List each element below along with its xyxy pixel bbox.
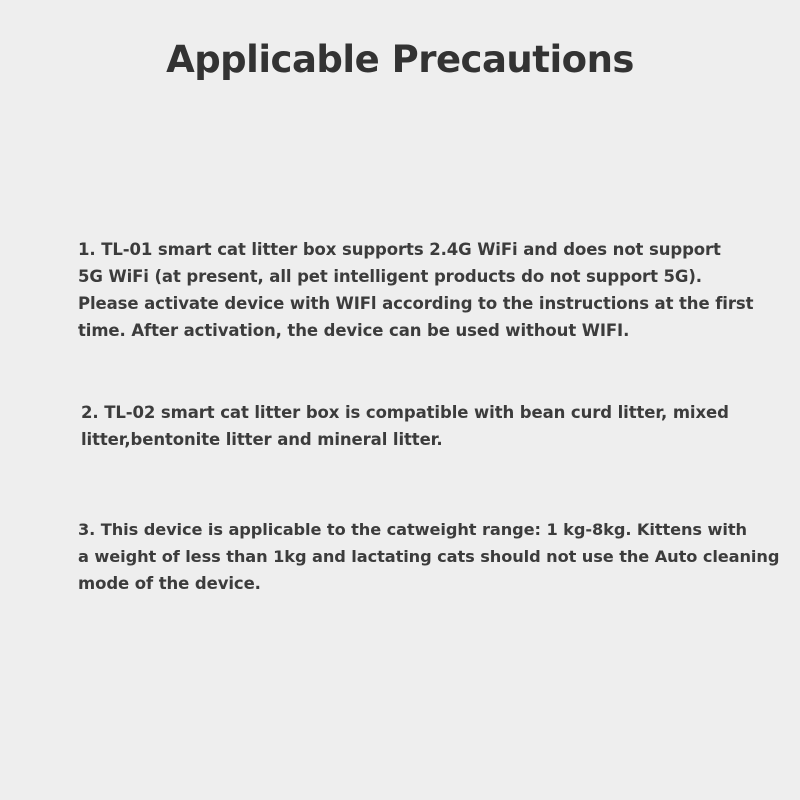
precaution-item-1 (78, 236, 753, 344)
precaution-line: litter,bentonite litter and mineral litter. (81, 430, 443, 449)
precaution-item-3 (78, 516, 779, 597)
page-title: Applicable Precautions (166, 38, 634, 81)
precaution-line: mode of the device. (78, 574, 261, 593)
precaution-line: a weight of less than 1kg and lactating cats should not use the Auto cleaning (78, 547, 780, 566)
precaution-line: 1. TL-01 smart cat litter box supports 2.4G WiFi and does not support (78, 240, 721, 259)
precaution-line: time. After activation, the device can be used without WIFI. (78, 321, 630, 340)
precaution-line: 5G WiFi (at present, all pet intelligent products do not support 5G). (78, 267, 702, 286)
precaution-line: 3. This device is applicable to the catweight range: 1 kg-8kg. Kittens with (78, 520, 747, 539)
precaution-item-2 (81, 399, 729, 453)
precaution-line: Please activate device with WIFl according to the instructions at the first (78, 294, 754, 313)
precaution-line: 2. TL-02 smart cat litter box is compatible with bean curd litter, mixed (81, 403, 729, 422)
